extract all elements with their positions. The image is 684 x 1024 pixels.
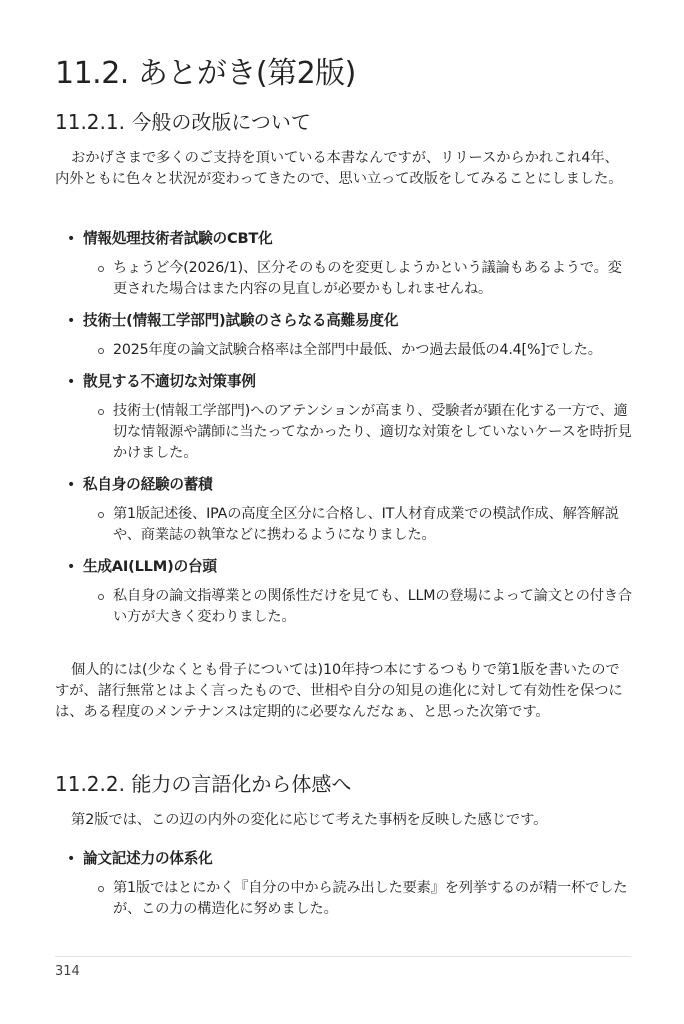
list-item-title: • 情報処理技術者試験のCBT化 (83, 230, 273, 247)
list-item-title: • 私自身の経験の蓄積 (83, 476, 213, 493)
intro-paragraph: おかげさまで多くのご支持を頂いている本書なんですが、リリースからかれこれ4年、内外ともに色々と状況が変わってきたので、思い立って改版をしてみることにしました。 (55, 150, 623, 187)
list-item-title: • 論文記述力の体系化 (83, 850, 213, 867)
section2-list (55, 848, 635, 930)
footer-divider (55, 956, 631, 957)
closing-paragraph: 個人的には(少なくとも骨子については)10年持つ本にするつもりで第1版を書いたのですが、諸行無常とはよく言ったもので、世相や自分の知見の進化に対して有効性を保つには、ある程度のメンテナンスは定期的に必要なんだなぁ、と思った次第です。 (55, 662, 623, 720)
list-item (55, 556, 635, 628)
section2-intro-paragraph: 第2版では、この辺の内外の変化に応じて考えた事柄を反映した感じです。 (71, 812, 548, 828)
chapter-title: 11.2. あとがき(第2版) (55, 56, 356, 91)
list-item-detail: 技術士(情報工学部門)へのアテンションが高まり、受験者が顕在化する一方で、適切な情報源や講師に当たってなかったり、適切な対策をしていないケースを時折見かけました。 (83, 401, 635, 464)
list-item-detail: ちょうど今(2026/1)、区分そのものを変更しようかという議論もあるようで。変更された場合はまた内容の見直しが必要かもしれませんね。 (83, 258, 635, 300)
list-item (55, 228, 635, 300)
list-item-detail: 第1版ではとにかく『自分の中から読み出した要素』を列挙するのが精一杯でしたが、この力の構造化に努めました。 (83, 878, 635, 920)
list-item (55, 371, 635, 464)
list-item-title: • 散見する不適切な対策事例 (83, 373, 256, 390)
section-heading-revision: 11.2.1. 今般の改版について (55, 110, 311, 134)
section-heading-embodiment: 11.2.2. 能力の言語化から体感へ (55, 772, 352, 796)
list-item-title: • 生成AI(LLM)の台頭 (83, 558, 217, 575)
list-item-title: • 技術士(情報工学部門)試験のさらなる高難易度化 (83, 312, 399, 329)
list-item-detail: 私自身の論文指導業との関係性だけを見ても、LLMの登場によって論文との付き合い方が大きく変わりました。 (83, 586, 635, 628)
revision-reasons-list (55, 228, 635, 638)
list-item-detail: 第1版記述後、IPAの高度全区分に合格し、IT人材育成業での模試作成、解答解説や、商業誌の執筆などに携わるようになりました。 (83, 504, 635, 546)
list-item-detail: 2025年度の論文試験合格率は全部門中最低、かつ過去最低の4.4[%]でした。 (83, 340, 635, 361)
list-item (55, 310, 635, 361)
page-number: 314 (55, 964, 80, 979)
list-item (55, 474, 635, 546)
list-item (55, 848, 635, 920)
